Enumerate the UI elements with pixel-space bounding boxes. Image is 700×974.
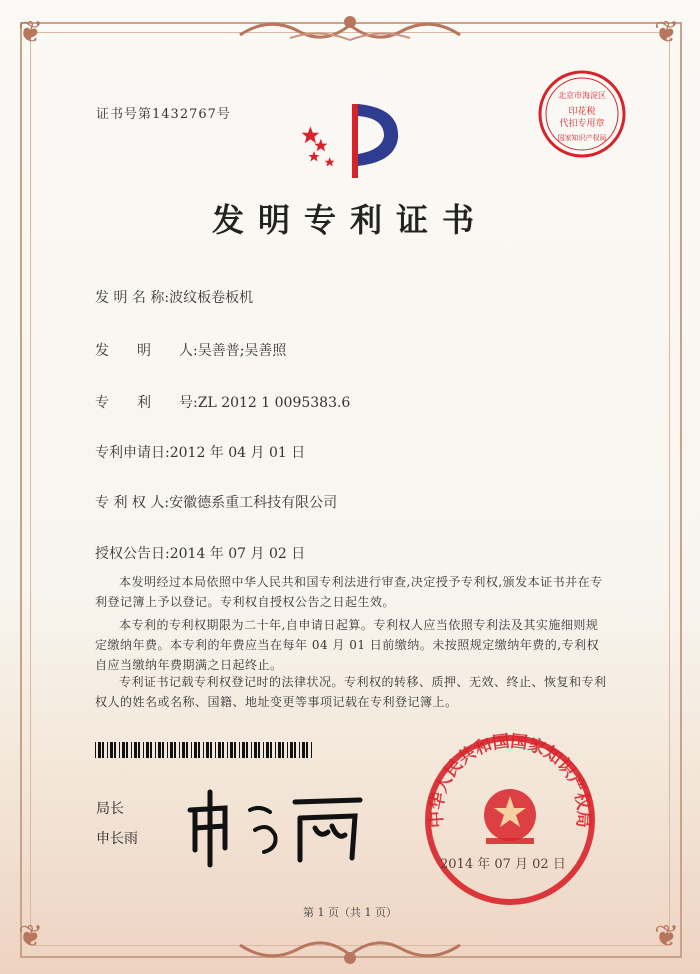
barcode-bar [158,742,161,758]
certificate-title: 发明专利证书 [211,201,488,239]
barcode-bar [138,742,140,758]
corner-ornament: ❦ [654,15,680,50]
barcode-bar [198,742,200,758]
field-application-date [95,442,305,462]
barcode-bar [170,742,173,758]
field-label: 发 明 名 称: [95,290,170,306]
barcode-bar [246,742,248,758]
barcode-bar [302,742,305,758]
barcode-bar [126,742,128,758]
corner-ornament: ❦ [654,919,680,954]
field-label: 授权公告日: [95,546,170,562]
director-signature [180,780,370,870]
barcode-bar [263,742,264,758]
field-label: 发 明 人: [95,343,198,359]
barcode-bar [174,742,176,758]
barcode-bar [266,742,269,758]
field-patent-number [95,392,350,412]
svg-text:印花税: 印花税 [568,107,596,117]
barcode-bar [110,742,113,758]
barcode-bar [98,742,101,758]
paragraph-grant: 本发明经过本局依照中华人民共和国专利法进行审查,决定授予专利权,颁发本证书并在专利登记簿上予以登记。专利权自授权公告之日起生效。 [95,575,603,609]
barcode-bar [179,742,180,758]
barcode-bar [239,742,240,758]
barcode-bar [107,742,108,758]
barcode-bar [146,742,149,758]
svg-text:代扣专用章: 代扣专用章 [559,119,605,129]
svg-text:北京市海淀区: 北京市海淀区 [558,91,606,100]
barcode-bar [270,742,272,758]
barcode-bar [206,742,209,758]
certificate-number: 证书号第1432767号 [96,107,231,122]
barcode-bar [234,742,236,758]
barcode-bar [278,742,281,758]
barcode-bar [95,742,96,758]
corner-ornament: ❦ [18,919,44,954]
field-value: 波纹板卷板机 [169,290,254,306]
barcode-bar [290,742,293,758]
barcode-bar [182,742,185,758]
page-number: 第 1 页（共 1 页） [303,906,397,919]
barcode-bar [294,742,296,758]
field-label: 专利申请日: [95,445,170,461]
barcode-bar [287,742,288,758]
barcode-bar [131,742,132,758]
field-value: 2012 年 04 月 01 日 [169,445,306,461]
barcode-bar [311,742,312,758]
seal-date: 2014 年 07 月 02 日 [440,857,566,872]
barcode-bar [114,742,116,758]
barcode [95,742,315,758]
barcode-bar [162,742,164,758]
barcode-bar [167,742,168,758]
barcode-bar [191,742,192,758]
barcode-bar [227,742,228,758]
field-value: 2014 年 07 月 02 日 [169,546,306,562]
field-patentee [95,492,337,512]
paragraph-legal-status: 专利证书记载专利权登记时的法律状况。专利权的转移、质押、无效、终止、恢复和专利权人的姓名或名称、国籍、地址变更等事项记载在专利登记簿上。 [95,675,607,709]
field-inventor [95,340,286,360]
barcode-bar [155,742,156,758]
field-value: ZL 2012 1 0095383.6 [197,395,351,411]
field-label: 专 利 号: [95,395,198,411]
barcode-bar [275,742,276,758]
director-title: 局长 [96,801,124,817]
barcode-bar [242,742,245,758]
bottom-ornament [230,930,470,970]
field-value: 吴善普;吴善照 [197,343,287,359]
barcode-bar [119,742,120,758]
field-grant-date [95,543,305,563]
barcode-bar [134,742,137,758]
barcode-bar [122,742,125,758]
barcode-bar [194,742,197,758]
barcode-bar [218,742,221,758]
field-invention-name [95,287,253,307]
barcode-bar [282,742,284,758]
barcode-bar [299,742,300,758]
seal-text: 中华人民共和国国家知识产权局 [426,731,594,829]
barcode-bar [306,742,308,758]
director-name: 申长雨 [96,831,138,847]
barcode-bar [210,742,212,758]
barcode-bar [254,742,257,758]
barcode-bar [230,742,233,758]
barcode-bar [222,742,224,758]
barcode-bar [143,742,144,758]
tax-stamp [536,68,628,160]
official-seal [420,730,600,910]
barcode-bar [150,742,152,758]
barcode-bar [258,742,260,758]
barcode-bar [215,742,216,758]
barcode-bar [102,742,104,758]
barcode-bar [251,742,252,758]
paragraph-term: 本专利的专利权期限为二十年,自申请日起算。专利权人应当依照专利法及其实施细则规定缴纳年费。本专利的年费应当在每年 04 月 01 日前缴纳。未按照规定缴纳年费的,专利权自应当缴纳年费期满之日起终止。 [95,618,600,672]
field-label: 专 利 权 人: [95,495,170,511]
top-ornament [230,10,470,50]
svg-text:国家知识产权局: 国家知识产权局 [557,134,607,142]
patent-office-logo [300,96,410,186]
field-value: 安徽德系重工科技有限公司 [169,495,338,511]
corner-ornament: ❦ [18,15,44,50]
barcode-bar [186,742,188,758]
barcode-bar [203,742,204,758]
